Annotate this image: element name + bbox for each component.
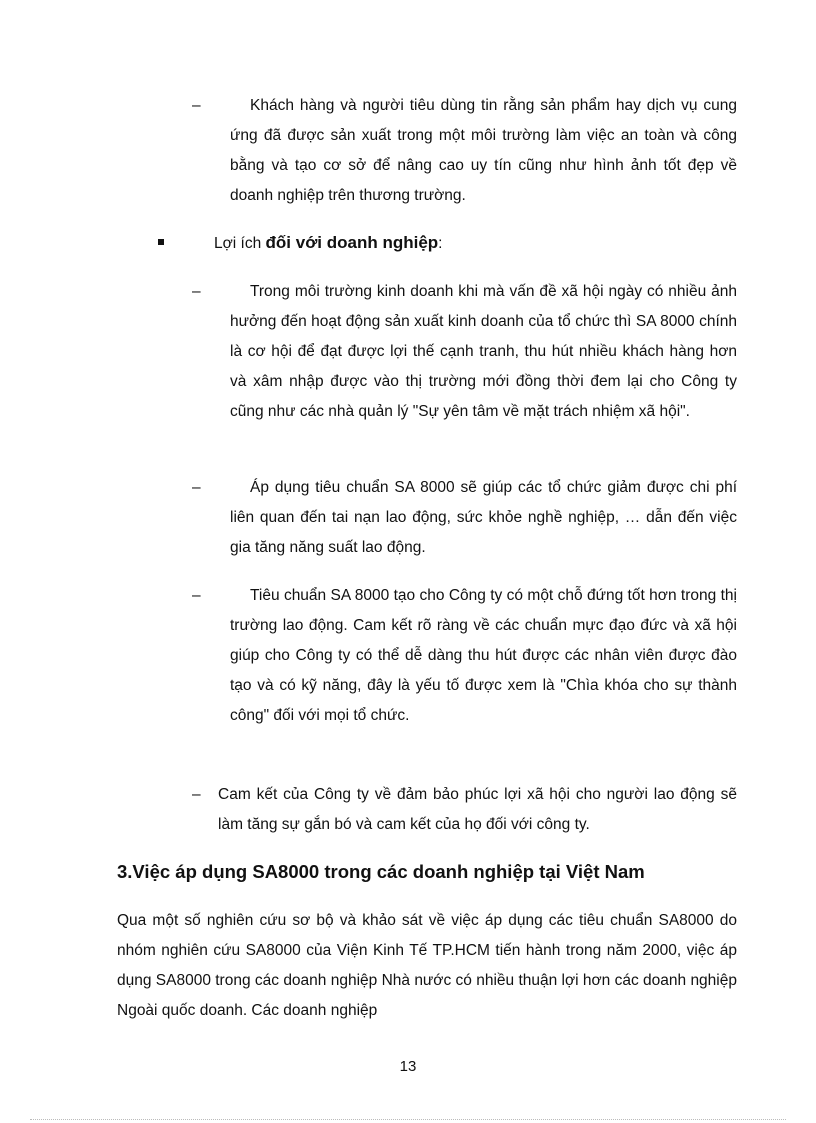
section-heading: 3.Việc áp dụng SA8000 trong các doanh nghiệp tại Việt Nam [117, 861, 645, 882]
list-item: Áp dụng tiêu chuẩn SA 8000 sẽ giúp các tổ chức giảm được chi phí liên quan đến tai nạn lao động, sức khỏe nghề nghiệp, … dẫn đến việc gia tăng năng suất lao động. [230, 479, 737, 556]
square-bullet-icon [158, 239, 164, 245]
list-item: Trong môi trường kinh doanh khi mà vấn đề xã hội ngày có nhiều ảnh hưởng đến hoạt động sản xuất kinh doanh của tổ chức thì SA 8000 chính là cơ hội để đạt được lợi thế cạnh tranh, thu hút nhiều khách hàng hơn và xâm nhập được vào thị trường mới đồng thời đem lại cho Công ty cũng như các nhà quản lý "Sự yên tâm về mặt trách nhiệm xã hội". [230, 283, 737, 420]
dash-bullet: – [192, 587, 201, 604]
intro-paragraph: Qua một số nghiên cứu sơ bộ và khảo sát về việc áp dụng các tiêu chuẩn SA8000 do nhóm nghiên cứu SA8000 của Viện Kinh Tế TP.HCM tiến hành trong năm 2000, việc áp dụng SA8000 trong các doanh nghiệp Nhà nước có nhiều thuận lợi hơn các doanh nghiệp Ngoài quốc doanh. Các doanh nghiệp [117, 912, 737, 1019]
list-item: Khách hàng và người tiêu dùng tin rằng sản phẩm hay dịch vụ cung ứng đã được sản xuất trong một môi trường làm việc an toàn và công bằng và tạo cơ sở để nâng cao uy tín cũng như hình ảnh tốt đẹp về doanh nghiệp trên thương trường. [230, 97, 737, 204]
benefit-heading: Lợi ích đối với doanh nghiệp: [214, 233, 443, 252]
list-item: Tiêu chuẩn SA 8000 tạo cho Công ty có một chỗ đứng tốt hơn trong thị trường lao động. Cam kết rõ ràng về các chuẩn mực đạo đức và xã hội giúp cho Công ty có thể dễ dàng thu hút được các nhân viên được đào tạo và có kỹ năng, đây là yếu tố được xem là "Chìa khóa cho sự thành công" đối với mọi tổ chức. [230, 587, 737, 724]
footer-divider [30, 1119, 786, 1120]
page-number: 13 [399, 1058, 417, 1075]
dash-bullet: – [192, 283, 201, 300]
dash-bullet: – [192, 786, 201, 803]
list-item: Cam kết của Công ty về đảm bảo phúc lợi xã hội cho người lao động sẽ làm tăng sự gắn bó và cam kết của họ đối với công ty. [218, 786, 737, 833]
dash-bullet: – [192, 97, 201, 114]
dash-bullet: – [192, 479, 201, 496]
